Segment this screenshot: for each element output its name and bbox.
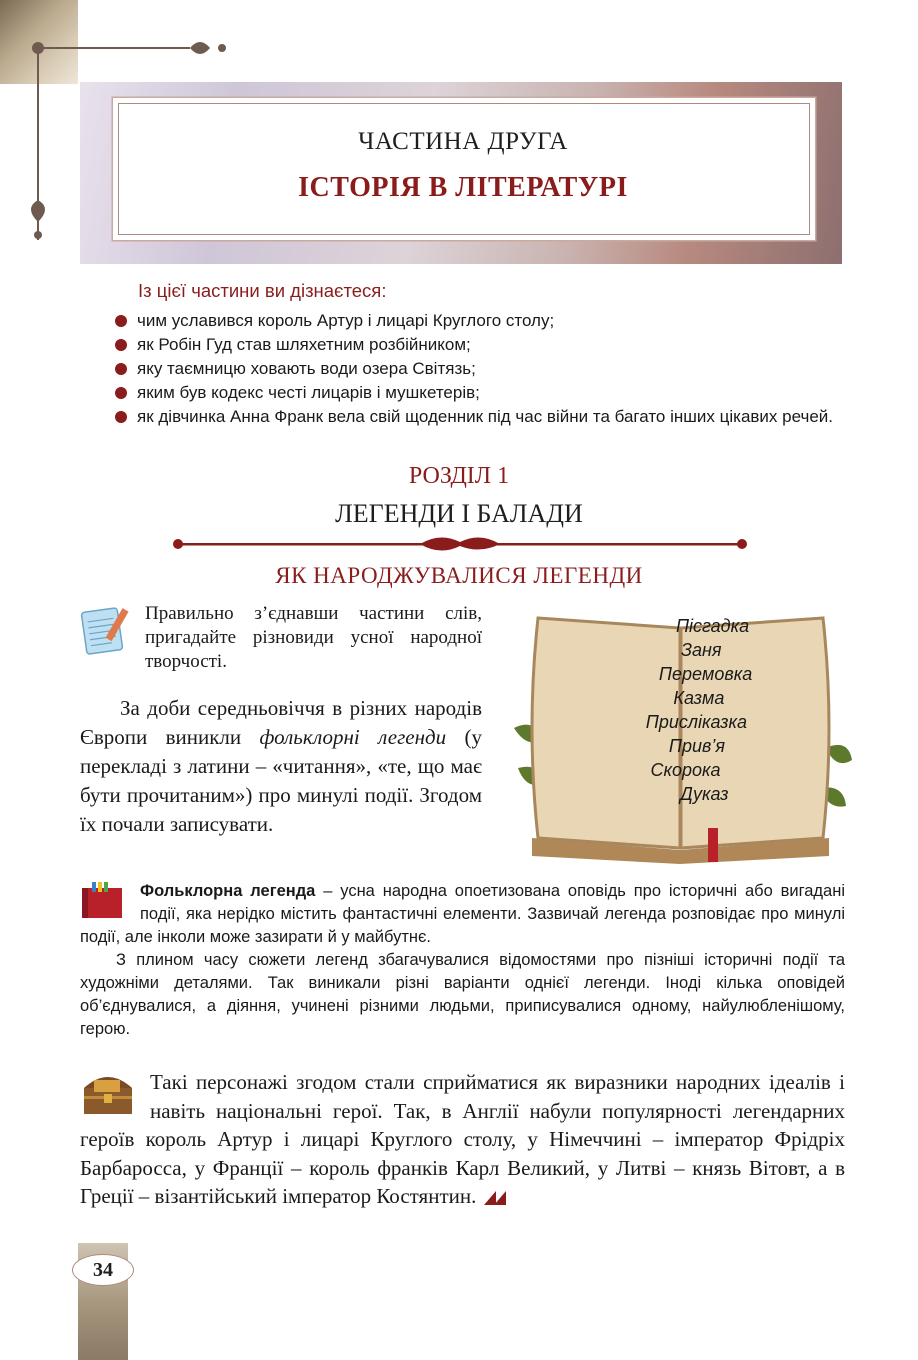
word-part: ма — [702, 688, 725, 708]
word-part: Пере — [658, 664, 702, 684]
word-part: мовка — [702, 664, 753, 684]
word-part: ка — [702, 760, 721, 780]
part-label: ЧАСТИНА ДРУГА — [358, 128, 568, 155]
list-item: яку таємницю ховають води озера Світязь; — [115, 357, 855, 381]
bullet-icon — [115, 339, 127, 351]
page-number: 34 — [72, 1254, 134, 1286]
word-part: За — [680, 640, 702, 660]
list-item: як дівчинка Анна Франк вела свій щоденник під час війни та багато інших цікавих речей. — [115, 405, 855, 429]
learn-intro: Із цієї частини ви дізнаєтеся: — [138, 280, 387, 301]
list-item: чим уславився король Артур і лицарі Круглого столу; — [115, 309, 855, 333]
body-paragraph-2: Такі персонажі згодом стали сприйматися як виразники народних ідеалів і навіть національні герої. Так, в Англії набули популярності легендарних героїв король Артур і лицарі Круглого столу, у Німеччині – імператор Фрідріх Барбаросса, у Франції – король франків Карл Великий, у Литві – князь Вітовт, а в Греції – візантійський імператор Костянтин. — [80, 1070, 845, 1208]
word-part: в’я — [702, 736, 726, 756]
end-mark-icon — [482, 1189, 508, 1207]
notepad-pencil-icon — [80, 604, 132, 656]
section-title: ЛЕГЕНДИ І БАЛАДИ — [335, 499, 583, 528]
list-item: яким був кодекс честі лицарів і мушкетерів; — [115, 381, 855, 405]
word-part: При — [668, 736, 702, 756]
word-part: Ду — [680, 784, 702, 804]
definition-block: Фольклорна легенда – усна народна опоетизована оповідь про історичні або вигадані події, яка нерідко містить фантастичні елементи. Зазвичай легенда розповідає про минулі події, але інколи може зазирати й у майбутнє. З плином часу сюжети легенд збагачувалися відомостями про пізніші історичні події та художніми деталями. Так виникали різні варіанти однієї легенди. Іноді кілька оповідей об’єднувалися, а діяння, учинені різними людьми, приписувалися одному, найулюбленішому, герою. — [80, 880, 845, 1041]
word-part: Каз — [673, 688, 702, 708]
word-part: каз — [702, 784, 729, 804]
word-part: Піс — [675, 616, 702, 636]
book-left-column — [562, 614, 702, 806]
definition-term: Фольклорна легенда — [140, 882, 316, 900]
list-item: як Робін Гуд став шляхетним розбійником; — [115, 333, 855, 357]
bullet-icon — [115, 411, 127, 423]
subsection-title: ЯК НАРОДЖУВАЛИСЯ ЛЕГЕНДИ — [275, 563, 643, 588]
book-right-column — [702, 614, 822, 806]
word-part: казка — [702, 712, 747, 732]
word-part: Прислі — [645, 712, 702, 732]
body-paragraph-1: За доби середньовіччя в різних народів Європи виникли фольклорні легенди (у перекладі з латини – «читання», «те, що має бути прочитаним») про минулі події. Згодом їх почали записувати. — [80, 696, 482, 836]
bullet-icon — [115, 315, 127, 327]
part-title: ІСТОРІЯ В ЛІТЕРАТУРІ — [298, 172, 628, 203]
task-text: Правильно з’єднавши частини слів, пригадайте різновиди усної народної творчості. — [145, 603, 482, 672]
word-part: ня — [702, 640, 722, 660]
bullet-icon — [115, 363, 127, 375]
divider-ornament-icon — [170, 532, 750, 556]
word-part: Скоро — [650, 760, 702, 780]
learn-list — [115, 309, 855, 429]
term-folklore-legends: фольклорні легенди — [259, 725, 447, 749]
word-part: гадка — [702, 616, 750, 636]
bullet-icon — [115, 387, 127, 399]
definition-paragraph-2: З плином часу сюжети легенд збагачувалися відомостями про пізніші історичні події та художніми деталями. Так виникали різні варіанти однієї легенди. Іноді кілька оповідей об’єднувалися, а діяння, учинені різними людьми, приписувалися одному, найулюбленішому, герою. — [80, 951, 845, 1038]
header-frame — [118, 103, 810, 235]
section-number: РОЗДІЛ 1 — [408, 463, 510, 489]
